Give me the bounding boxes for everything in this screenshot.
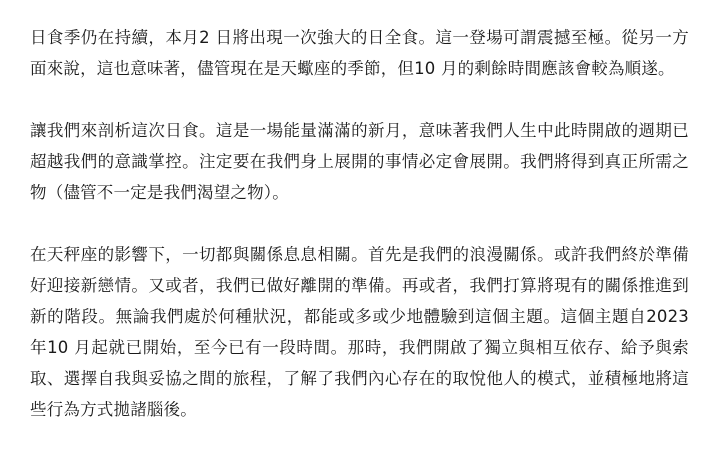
paragraph-3: 在天秤座的影響下，一切都與關係息息相關。首先是我們的浪漫關係。或許我們終於準備好迎接新戀情。又或者，我們已做好離開的準備。再或者，我們打算將現有的關係推進到新的階段。無論我們處於何種狀況，都能或多或少地體驗到這個主題。這個主題自2023 年10 月起就已開始，至今已有一段時間。那時，我們開啟了獨立與相互依存、給予與索取、選擇自我與妥協之間的旅程，了解了我們內心存在的取悅他人的模式，並積極地將這些行為方式拋諸腦後。 <box>30 245 689 419</box>
paragraph-2: 讓我們來剖析這次日食。這是一場能量滿滿的新月，意味著我們人生中此時開啟的週期已超越我們的意識掌控。注定要在我們身上展開的事情必定會展開。我們將得到真正所需之物（儘管不一定是我們渴望之物）。 <box>30 121 689 202</box>
paragraph-1: 日食季仍在持續，本月2 日將出現一次強大的日全食。這一登場可謂震撼至極。從另一方面來說，這也意味著，儘管現在是天蠍座的季節，但10 月的剩餘時間應該會較為順遂。 <box>30 28 689 78</box>
